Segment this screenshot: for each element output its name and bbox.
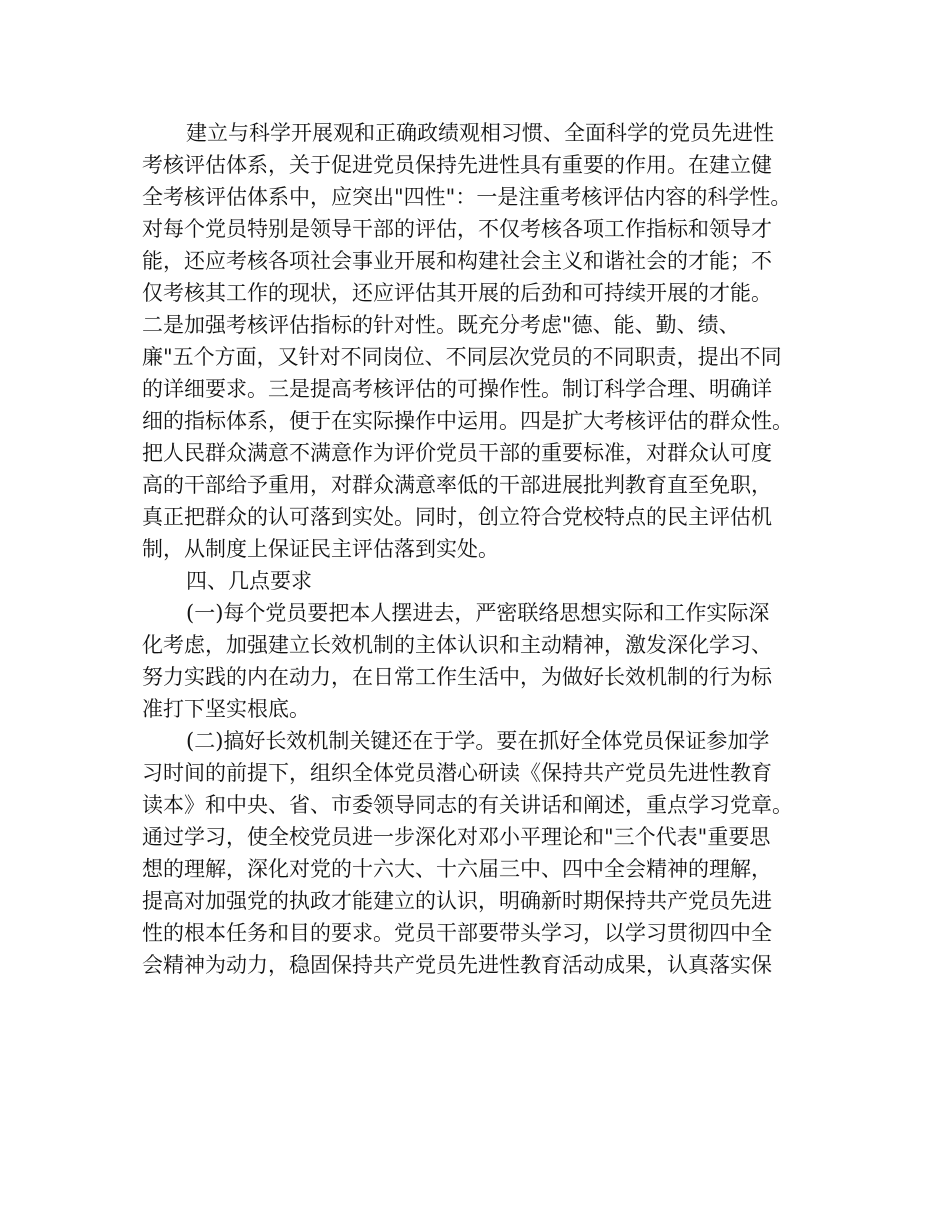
text-line: 通过学习，使全校党员进一步深化对邓小平理论和"三个代表"重要思 xyxy=(142,825,771,849)
text-line: 的详细要求。三是提高考核评估的可操作性。制订科学合理、明确详 xyxy=(142,377,772,401)
text-line: 会精神为动力，稳固保持共产党员先进性教育活动成果，认真落实保 xyxy=(142,953,772,977)
text-line: 廉"五个方面，又针对不同岗位、不同层次党员的不同职责，提出不同 xyxy=(142,345,782,369)
text-line: 提高对加强党的执政才能建立的认识，明确新时期保持共产党员先进 xyxy=(142,889,772,913)
text-line: 仅考核其工作的现状，还应评估其开展的后劲和可持续开展的才能。 xyxy=(142,281,772,305)
text-line: 全考核评估体系中，应突出"四性"：一是注重考核评估内容的科学性。 xyxy=(142,185,792,209)
body-text xyxy=(142,117,827,981)
text-line: 性的根本任务和目的要求。党员干部要带头学习，以学习贯彻四中全 xyxy=(142,921,772,945)
text-line: 把人民群众满意不满意作为评价党员干部的重要标准，对群众认可度 xyxy=(142,441,772,465)
text-line: 细的指标体系，便于在实际操作中运用。四是扩大考核评估的群众性。 xyxy=(142,409,793,433)
text-line: (一)每个党员要把本人摆进去，严密联络思想实际和工作实际深 xyxy=(186,601,770,625)
section-heading: 四、几点要求 xyxy=(186,569,312,593)
text-line: 真正把群众的认可落到实处。同时，创立符合党校特点的民主评估机 xyxy=(142,505,772,529)
text-line: 化考虑，加强建立长效机制的主体认识和主动精神，激发深化学习、 xyxy=(142,633,772,657)
text-line: 习时间的前提下，组织全体党员潜心研读《保持共产党员先进性教育 xyxy=(142,761,772,785)
text-line: 读本》和中央、省、市委领导同志的有关讲话和阐述，重点学习党章。 xyxy=(142,793,793,817)
text-line: 制，从制度上保证民主评估落到实处。 xyxy=(142,537,499,561)
text-line: 高的干部给予重用，对群众满意率低的干部进展批判教育直至免职， xyxy=(142,473,772,497)
text-line: (二)搞好长效机制关键还在于学。要在抓好全体党员保证参加学 xyxy=(186,729,770,753)
text-line: 想的理解，深化对党的十六大、十六届三中、四中全会精神的理解， xyxy=(142,857,772,881)
text-line: 准打下坚实根底。 xyxy=(142,697,310,721)
text-line: 能，还应考核各项社会事业开展和构建社会主义和谐社会的才能；不 xyxy=(142,249,772,273)
text-line: 对每个党员特别是领导干部的评估，不仅考核各项工作指标和领导才 xyxy=(142,217,772,241)
text-line: 二是加强考核评估指标的针对性。既充分考虑"德、能、勤、绩、 xyxy=(142,313,740,337)
text-line: 建立与科学开展观和正确政绩观相习惯、全面科学的党员先进性 xyxy=(186,121,774,145)
text-line: 努力实践的内在动力，在日常工作生活中，为做好长效机制的行为标 xyxy=(142,665,772,689)
text-line: 考核评估体系，关于促进党员保持先进性具有重要的作用。在建立健 xyxy=(142,153,772,177)
